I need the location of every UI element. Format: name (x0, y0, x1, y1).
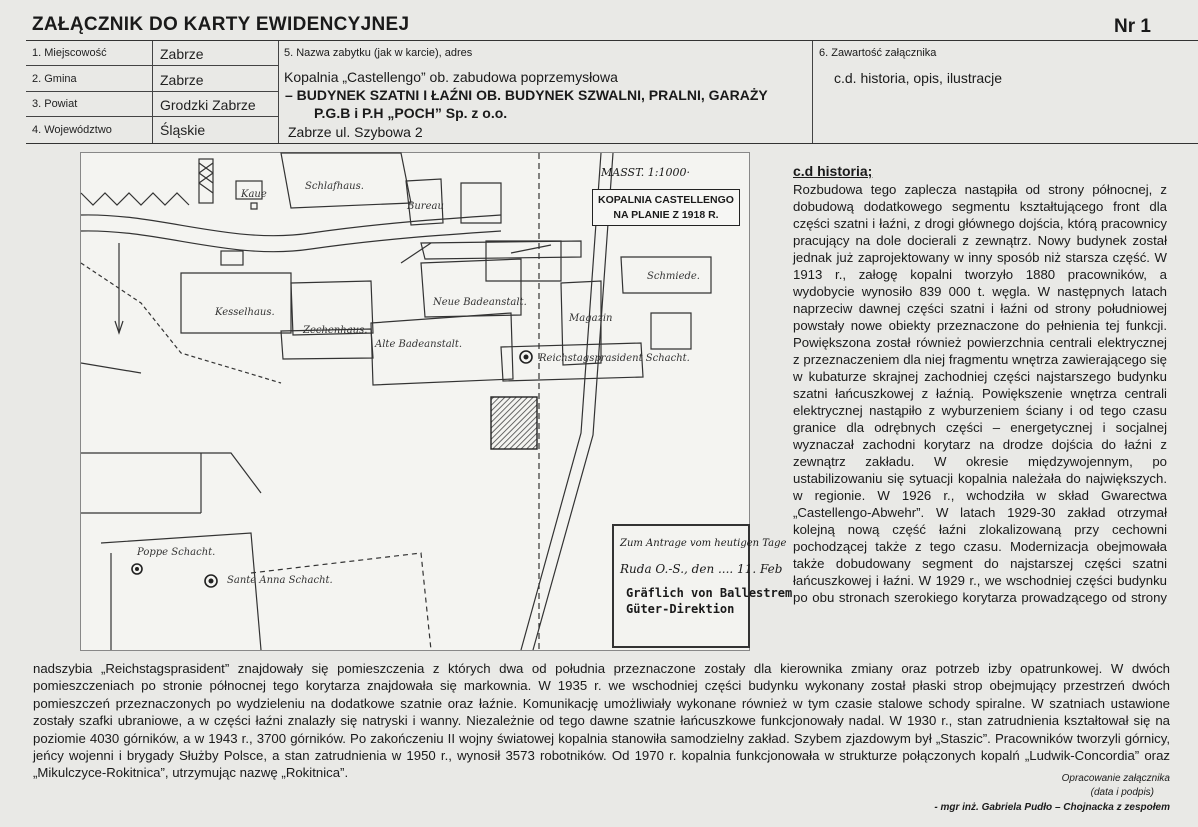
field-1-value: Zabrze (160, 46, 204, 62)
field-4-value: Śląskie (160, 122, 206, 138)
field-5-building: – BUDYNEK SZATNI I ŁAŹNI OB. BUDYNEK SZWALNI, PRALNI, GARAŻY (285, 87, 768, 103)
stamp-line-4: Güter-Direktion (626, 602, 735, 616)
label-bureau: Bureau (407, 201, 444, 212)
map-scale: MASST. 1:1000· (601, 166, 690, 179)
map-caption (592, 189, 740, 226)
label-alte-badeanstalt: Alte Badeanstalt. (375, 339, 463, 350)
attachment-number: Nr 1 (1114, 16, 1151, 37)
field-2-label: 2. Gmina (32, 73, 77, 85)
stamp-line-3: Gräflich von Ballestrem (626, 586, 793, 600)
field-5-name: Kopalnia „Castellengo” ob. zabudowa poprzemysłowa (284, 69, 618, 85)
label-schmiede: Schmiede. (647, 271, 700, 282)
label-schlafhaus: Schlafhaus. (305, 181, 364, 192)
label-kesselhaus: Kesselhaus. (215, 307, 275, 318)
signature-date-note: (data i podpis) (1090, 787, 1154, 798)
field-3-value: Grodzki Zabrze (160, 97, 256, 113)
archive-stamp (612, 524, 793, 648)
label-reichstag-shaft: Reichstagsprasident Schacht. (539, 353, 690, 364)
history-bottom-text: nadszybia „Reichstagsprasident” znajdowały się pomieszczenia z których dwa od południa przeznaczone zostały dla kierownika zmiany oraz potrzeb izby opatrunkowej. W dwóch pomieszczeniach po stronie północnej tego korytarza znajdowała się markownia. W 1935 r. we wschodniej części budynku wykonany został płaski strop obejmujący przestrzeń dwóch pomieszczeń przeznaczonych po wydzieleniu na dodatkowe szatnie oraz łaźnie. Komunikację umożliwiały wykonane również w tym czasie stalowe schody spiralne. W szatniach ustawione zostały szafki ubraniowe, a w części łaźni znalazły się natryski i wanny. Niezależnie od tego dawne szatnie łańcuszkowe funkcjonowały nadal. W 1930 r., stan zatrudnienia kształtował się na poziomie 4030 górników, a w 1943 r., 3700 górników. Po zakończeniu II wojny światowej kopalnia stanowiła samodzielny zakład. Szybem zjazdowym był „Staszic”. Pracowników tworzyli górnicy, jeńcy wojenni i brygady Służby Polsce, a stan zatrudnienia w 1950 r., wynosił 3573 robotników. Od 1970 r. kopalnia funkcjonowała w strukturze połączonych kopalń „Ludwik-Concordia” oraz „Mikulczyce-Rokitnica”, utrzymując nazwę „Rokitnica”. (33, 661, 1170, 781)
history-heading: c.d historia; (793, 163, 873, 179)
stamp-line-2: Ruda O.-S., den .... 11. Feb (620, 562, 783, 576)
label-kaue: Kaue (241, 189, 267, 200)
label-magazin: Magazin (569, 313, 613, 324)
label-neue-badeanstalt: Neue Badeanstalt. (433, 297, 527, 308)
map-caption-line1: KOPALNIA CASTELLENGO (598, 194, 734, 206)
field-6-label: 6. Zawartość załącznika (819, 47, 937, 59)
label-poppe-shaft: Poppe Schacht. (137, 547, 216, 558)
page-title: ZAŁĄCZNIK DO KARTY EWIDENCYJNEJ (32, 14, 410, 35)
stamp-line-1: Zum Antrage vom heutigen Tage (620, 538, 787, 549)
map-caption-line2: NA PLANIE Z 1918 R. (613, 209, 719, 221)
field-4-label: 4. Województwo (32, 124, 112, 136)
field-5-address: Zabrze ul. Szybowa 2 (288, 124, 423, 140)
label-zechenhaus: Zechenhaus. (303, 325, 368, 336)
signature-author: - mgr inż. Gabriela Pudło – Chojnacka z zespołem (934, 802, 1170, 813)
history-side-text: Rozbudowa tego zaplecza nastąpiła od strony północnej, z dobudową dodatkowego segmentu kształtującego front dla części szatni i łaźni, z drogi głównego dojścia, którą pracownicy pracujący na dole docierali z zewnątrz. Nowy budynek został jednak już zaprojektowany w inny sposób niż starsza część. W 1913 r., załogę kopalni tworzyło 1880 pracowników, a wydobycie wynosiło 839 000 t. węgla. W następnych latach naprzeciw dawnej części szatni i łaźni od strony południowej powstały nowe obiekty przeznaczone do pełnienia tej funkcji. Powiększona został również powierzchnia centrali elektrycznej z przeznaczeniem dla niej fragmentu wnętrza zawierającego się w kubaturze skrajnej zachodniej części najstarszego budynku szatni łańcuszkowej z łaźnią. Powiększenie wnętrza centrali elektrycznej nastąpiło z wyburzeniem ściany i od tego czasu granice dla odrębnych części – energetycznej i socjalnej wyznaczał zachodni korytarz na drodze dojścia do łaźni z zewnątrz zakładu. W okresie międzywojennym, po ustabilizowaniu się sytuacji kopalnia należała do największych. w regionie. W 1926 r., wchodziła w skład Gwarectwa „Castellengo-Abwehr”. W latach 1929-30 zakład otrzymał kolejną nową część łaźni zlokalizowaną przy cechowni pochodzącej także z tego czasu. Modernizacja obejmowała także dobudowany segment do najstarszej części szatni łańcuszkowej i łaźni. W 1929 r., we wschodniej części budynku po obu stronach szerokiego korytarza prowadzącego od strony (793, 182, 1167, 605)
signature-caption: Opracowanie załącznika (1061, 773, 1170, 784)
field-1-label: 1. Miejscowość (32, 47, 107, 59)
field-2-value: Zabrze (160, 72, 204, 88)
field-3-label: 3. Powiat (32, 98, 78, 110)
field-5-owner: P.G.B i P.H „POCH” Sp. z o.o. (314, 105, 508, 121)
header-table (26, 40, 1198, 144)
field-6-value: c.d. historia, opis, ilustracje (834, 70, 1003, 86)
label-anna-shaft: Sante Anna Schacht. (227, 575, 333, 586)
field-5-label: 5. Nazwa zabytku (jak w karcie), adres (284, 47, 473, 59)
